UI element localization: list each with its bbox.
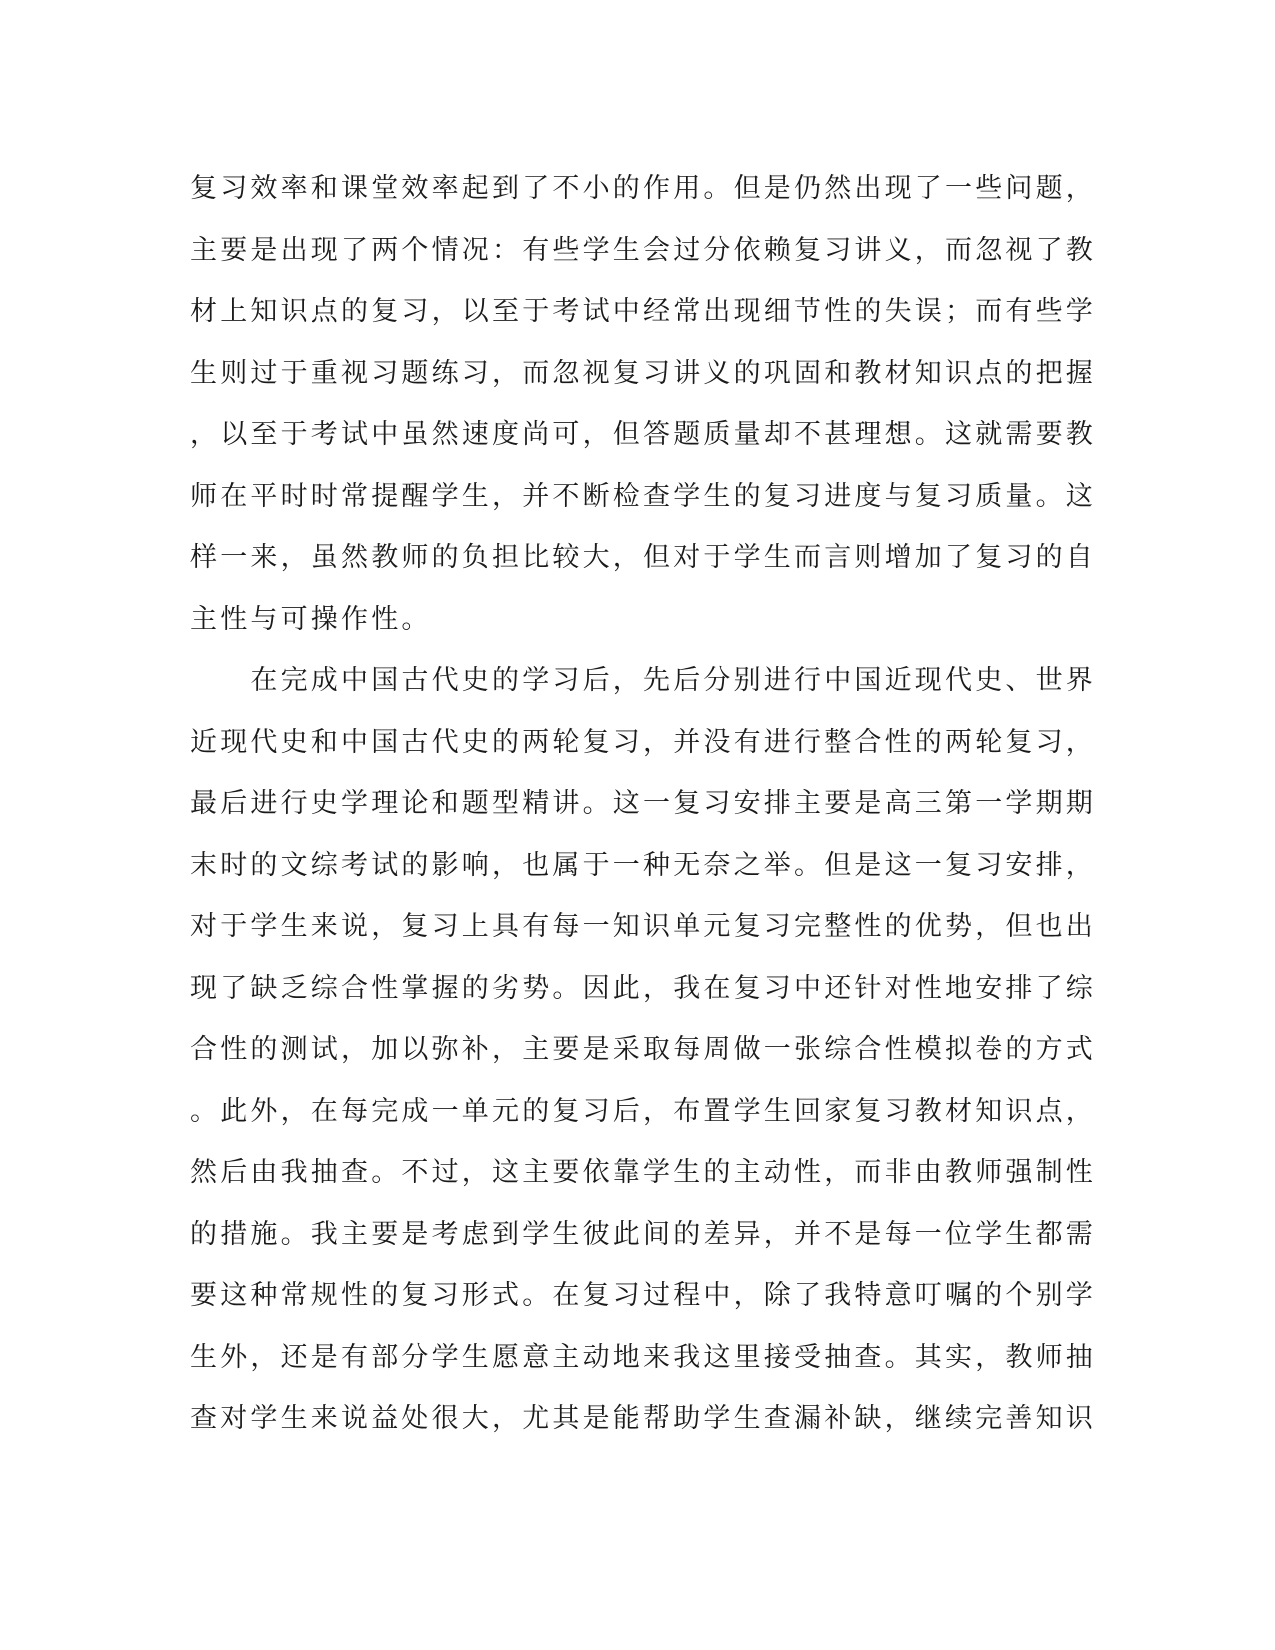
text-line: 师在平时时常提醒学生，并不断检查学生的复习进度与复习质量。这 — [190, 480, 1096, 512]
text-line: 现了缺乏综合性掌握的劣势。因此，我在复习中还针对性地安排了综 — [190, 972, 1096, 1004]
text-line: 。此外，在每完成一单元的复习后，布置学生回家复习教材知识点， — [190, 1095, 1096, 1127]
text-line: 对于学生来说，复习上具有每一知识单元复习完整性的优势，但也出 — [190, 911, 1096, 942]
text-line: 的措施。我主要是考虑到学生彼此间的差异，并不是每一位学生都需 — [190, 1218, 1096, 1250]
text-line: 复习效率和课堂效率起到了不小的作用。但是仍然出现了一些问题， — [190, 173, 1096, 204]
text-line: ，以至于考试中虽然速度尚可，但答题质量却不甚理想。这就需要教 — [190, 419, 1096, 450]
text-line: 查对学生来说益处很大，尤其是能帮助学生查漏补缺，继续完善知识 — [190, 1403, 1096, 1434]
text-line: 要这种常规性的复习形式。在复习过程中，除了我特意叮嘱的个别学 — [190, 1280, 1096, 1311]
text-line: 生则过于重视习题练习，而忽视复习讲义的巩固和教材知识点的把握 — [190, 357, 1096, 389]
body-text — [190, 158, 1096, 1450]
text-line: 材上知识点的复习，以至于考试中经常出现细节性的失误；而有些学 — [190, 296, 1096, 327]
text-line: 样一来，虽然教师的负担比较大，但对于学生而言则增加了复习的自 — [190, 542, 1096, 573]
text-line: 末时的文综考试的影响，也属于一种无奈之举。但是这一复习安排， — [190, 849, 1096, 881]
text-line: 主要是出现了两个情况：有些学生会过分依赖复习讲义，而忽视了教 — [190, 234, 1096, 266]
text-line: 然后由我抽查。不过，这主要依靠学生的主动性，而非由教师强制性 — [190, 1157, 1096, 1188]
text-line: 生外，还是有部分学生愿意主动地来我这里接受抽查。其实，教师抽 — [190, 1341, 1096, 1373]
text-line: 最后进行史学理论和题型精讲。这一复习安排主要是高三第一学期期 — [190, 788, 1096, 819]
text-line: 主性与可操作性。 — [190, 603, 432, 635]
text-line: 近现代史和中国古代史的两轮复习，并没有进行整合性的两轮复习， — [190, 726, 1096, 758]
text-line: 在完成中国古代史的学习后，先后分别进行中国近现代史、世界 — [190, 665, 1096, 696]
text-line: 合性的测试，加以弥补，主要是采取每周做一张综合性模拟卷的方式 — [190, 1034, 1096, 1065]
